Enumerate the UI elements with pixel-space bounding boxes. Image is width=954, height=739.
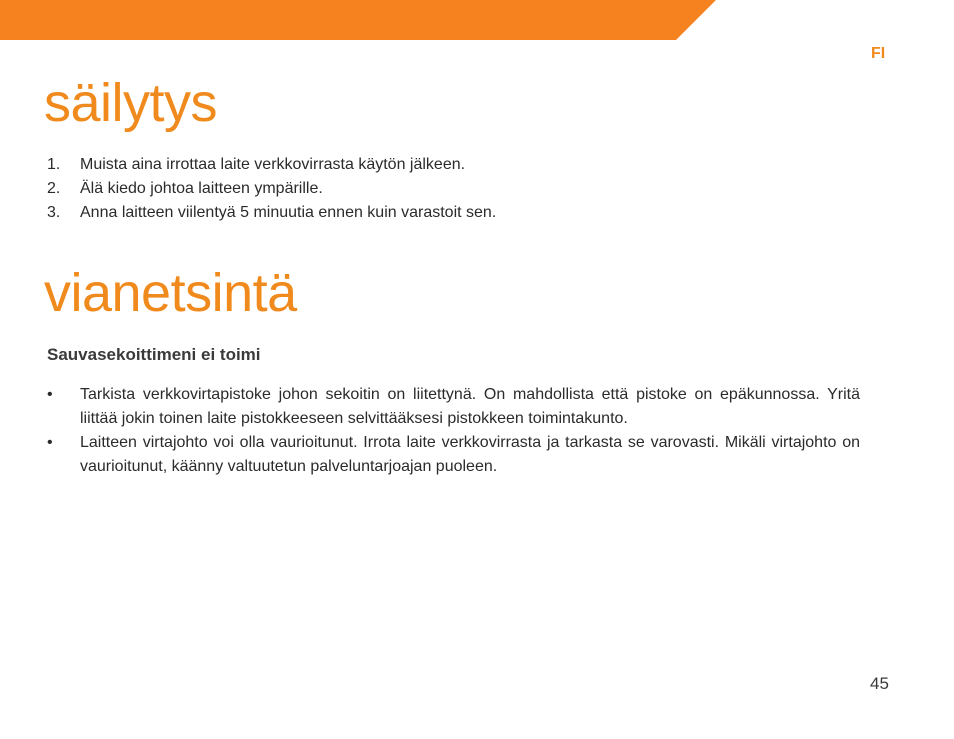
list-text: Anna laitteen viilentyä 5 minuutia ennen kuin varastoit sen. [80, 204, 497, 221]
list-number: 3. [47, 204, 61, 221]
list-number: 1. [47, 156, 61, 173]
list-item [47, 153, 496, 177]
list-text: Älä kiedo johtoa laitteen ympärille. [80, 180, 323, 197]
header-band-shape [0, 0, 716, 40]
bullet-icon: • [47, 434, 53, 451]
list-item [47, 201, 496, 225]
header-band [0, 0, 716, 40]
list-item [47, 177, 496, 201]
troubleshooting-subheading: Sauvasekoittimeni ei toimi [47, 345, 261, 364]
list-item [47, 431, 860, 479]
page-number: 45 [870, 674, 889, 693]
list-text: Muista aina irrottaa laite verkkovirrasta käytön jälkeen. [80, 156, 466, 173]
troubleshooting-list [47, 383, 860, 479]
list-text: Tarkista verkkovirtapistoke johon sekoitin on liitettynä. On mahdollista että pistoke on epäkunnossa. Yritä liittää jokin toinen laite pistokkeeseen selvittääksesi pistokkeen toimintakunto. [80, 386, 860, 427]
list-number: 2. [47, 180, 61, 197]
list-text: Laitteen virtajohto voi olla vaurioitunut. Irrota laite verkkovirrasta ja tarkasta se varovasti. Mikäli virtajohto on vaurioitunut, käänny valtuutetun palveluntarjoajan puoleen. [80, 434, 860, 475]
language-label: FI [871, 45, 886, 62]
bullet-icon: • [47, 386, 53, 403]
storage-list [47, 153, 496, 225]
storage-title: säilytys [44, 73, 218, 133]
list-item [47, 383, 860, 431]
troubleshooting-title: vianetsintä [44, 263, 297, 323]
